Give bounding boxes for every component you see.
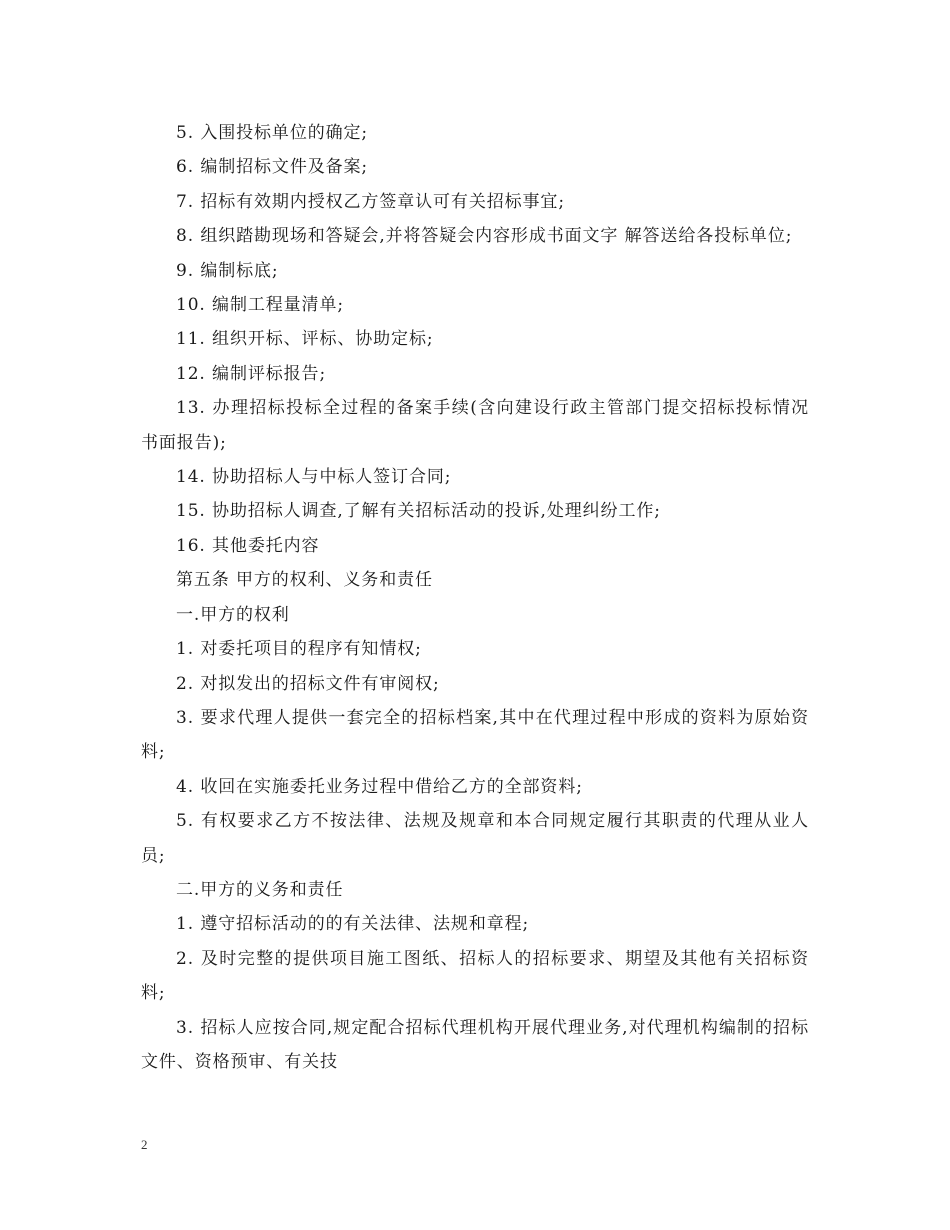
list-item-15-complaints: 15. 协助招标人调查,了解有关招标活动的投诉,处理纠纷工作; (176, 501, 661, 522)
list-item-12-evaluation-report: 12. 编制评标报告; (176, 363, 327, 384)
page-number: 2 (141, 1137, 148, 1152)
document-page (141, 116, 809, 1079)
list-item-13-filing-procedures: 13. 办理招标投标全过程的备案手续(含向建设行政主管部门提交招标投标情况书面报告); (141, 398, 809, 453)
subsection-heading-party-a-rights: 一.甲方的权利 (176, 604, 290, 625)
list-item-9-base-price: 9. 编制标底; (176, 260, 279, 281)
section-heading-article-5: 第五条 甲方的权利、义务和责任 (176, 570, 433, 591)
list-item-7-authorize-signature: 7. 招标有效期内授权乙方签章认可有关招标事宜; (176, 191, 565, 212)
obligations-item-1: 1. 遵守招标活动的的有关法律、法规和章程; (176, 914, 530, 935)
list-item-8-site-visit-qa: 8. 组织踏勘现场和答疑会,并将答疑会内容形成书面文字 解答送给各投标单位; (176, 226, 793, 247)
obligations-item-3: 3. 招标人应按合同,规定配合招标代理机构开展代理业务,对代理机构编制的招标文件、资格预审、有关技 (141, 1017, 809, 1072)
list-item-5-shortlist-bidders: 5. 入围投标单位的确定; (176, 123, 369, 143)
list-item-6-prepare-tender-docs: 6. 编制招标文件及备案; (176, 157, 369, 178)
list-item-16-other: 16. 其他委托内容 (176, 535, 320, 556)
rights-item-2: 2. 对拟发出的招标文件有审阅权; (176, 673, 440, 694)
list-item-11-bid-opening: 11. 组织开标、评标、协助定标; (176, 329, 434, 350)
obligations-item-2: 2. 及时完整的提供项目施工图纸、招标人的招标要求、期望及其他有关招标资料; (141, 948, 809, 1004)
rights-item-3: 3. 要求代理人提供一套完全的招标档案,其中在代理过程中形成的资料为原始资料; (141, 707, 809, 763)
list-item-10-bill-of-quantities: 10. 编制工程量清单; (176, 295, 344, 316)
list-item-14-sign-contract: 14. 协助招标人与中标人签订合同; (176, 467, 452, 488)
rights-item-5: 5. 有权要求乙方不按法律、法规及规章和本合同规定履行其职责的代理从业人员; (141, 811, 809, 866)
subsection-heading-party-a-obligations: 二.甲方的义务和责任 (176, 879, 344, 900)
rights-item-4: 4. 收回在实施委托业务过程中借给乙方的全部资料; (176, 776, 583, 797)
rights-item-1: 1. 对委托项目的程序有知情权; (176, 639, 422, 660)
